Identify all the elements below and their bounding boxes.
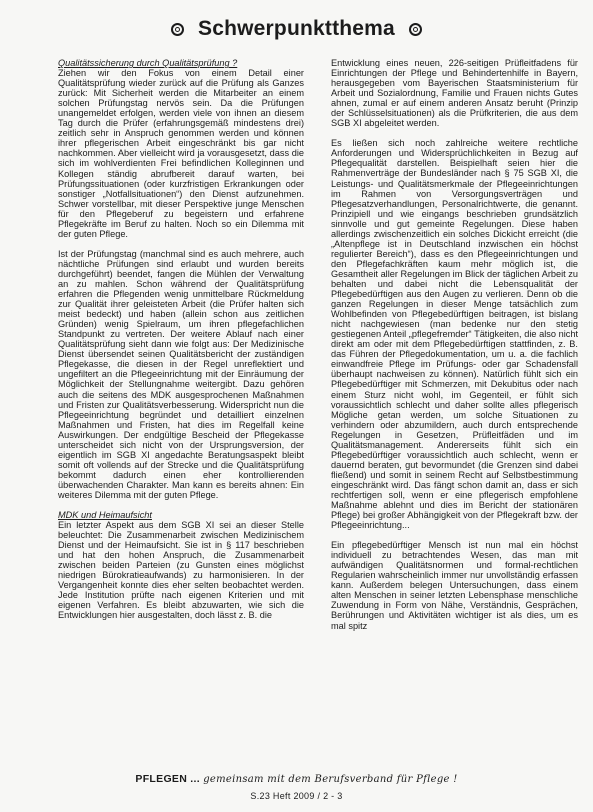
subheading-mdk-heimaufsicht: MDK und Heimaufsicht bbox=[58, 510, 152, 521]
paragraph: Ein letzter Aspekt aus dem SGB XI sei an dieser Stelle beleuchtet: Die Zusammenarbeit zwischen Medizinischem Dienst und der Heimaufsicht. Sie ist in § 117 beschrieben und hat den hohen Anspruch, die Zusammenarbeit zwischen beiden Parteien (zu Gunsten eines möglichst niedrigen Bürokratieaufwands) zu harmonisieren. In der Vergangenheit konnte dies eher selten beobachtet werden. Jede Institution prüfte nach eigenen Kriterien und mit eigenen Verfahren. Es bleibt abzuwarten, wie sich die Entwicklungen hier ausgestalten, doch lässt z. B. die bbox=[58, 520, 304, 621]
section-header bbox=[0, 14, 593, 44]
subheading-qualitaetssicherung: Qualitätssicherung durch Qualitätsprüfung ? bbox=[58, 58, 238, 68]
paragraph: Ist der Prüfungstag (manchmal sind es auch mehrere, auch nächtliche Prüfungen sind erlaubt und wurden bereits durchgeführt) beendet, fangen die Mühlen der Verwaltung an zu mahlen. Schon während der Qualitätsprüfung erfahren die Pflegenden wenig unmittelbare Rückmeldung zur Qualität ihrer geleisteten Arbeit (die Prüfer halten sich meist bedeckt) und haben (allein schon aus zeitlichen Gründen) wenig Spielraum, um ihren pflegefachlichen Standpunkt zu vertreten. Der weitere Ablauf nach einer Qualitätsprüfung sieht dann wie folgt aus: Der Medizinische Dienst übersendet seinen Qualitätsbericht der zuständigen Pflegekasse, die diesen in der Regel unreflektiert und ungefiltert an die Pflegeeinrichtung mit der Einräumung der Möglichkeit der Stellungnahme weitergibt. Dazu gehören auch die seitens des MDK ausgesprochenen Maßnahmen und Fristen zur Qualitätsverbesserung. Widerspricht nun die Pflegeeinrichtung begründet und detailliert einzelnen Maßnahmen und Fristen, hat dies im Regelfall keine Auswirkungen. Der endgültige Bescheid der Pflegekasse unterscheidet sich nicht von der Ursprungsversion, der eigentlich im SGB XI angedachte Beratungsaspekt bleibt somit oft vollends auf der Strecke und die Qualitätsprüfung bekommt dadurch einen eher kontrollierenden überwachenden Charakter. Man kann es bereits ahnen: Ein weiteres Dilemma mit der guten Pflege. bbox=[58, 248, 304, 500]
paragraph: Ein pflegebedürftiger Mensch ist nun mal ein höchst individuell zu betrachtendes Wesen, das man mit aufwändigen Qualitätsnormen und formal-rechtlichen Regularien wahrscheinlich immer nur unvollständig erfassen kann. Außerdem belegen Untersuchungen, dass einem alten Menschen in seiner letzten Lebensphase menschliche Zuwendung in Form von Nähe, Verständnis, Gesprächen, Berührungen und Aktivitäten wichtiger ist als dies, um es mal spitz bbox=[331, 540, 578, 631]
paragraph: Ziehen wir den Fokus von einem Detail einer Qualitätsprüfung wieder zurück auf die Prüfung als Ganzes zurück: Mit Sicherheit werden die Mitarbeiter an einem solchen Prüfungstag nervös sein. Da die Prüfungen unangemeldet erfolgen, werden viele von ihnen an diesem Tag durch die Prüfer (erfahrungsgemäß mindestens drei) zeitlich sehr in Anspruch genommen werden und können ihrer pflegerischen Arbeit eingeschränkt bis gar nicht nachkommen. Aber vielleicht wird ja vorausgesetzt, dass die sich im wohlverdienten Frei befindlichen Kolleginnen und Kollegen ständig abrufbereit darauf warten, bei Prüfungssituationen (oder kurzfristigen Erkrankungen oder sonstiger „Notfallsituationen“) den Dienst aufzunehmen. Schwer vorstellbar, mit dieser Perspektive junge Menschen für den Pflegeberuf zu begeistern und erfahrene Pflegekräfte im Beruf zu halten. Noch so ein Dilemma mit der guten Pflege. bbox=[58, 68, 304, 239]
slogan-main: PFLEGEN ... bbox=[135, 773, 204, 785]
right-column bbox=[331, 58, 578, 631]
page-footer bbox=[0, 773, 593, 801]
spiral-logo-icon bbox=[171, 23, 184, 36]
footer-slogan bbox=[0, 773, 593, 785]
slogan-script: gemeinsam mit dem Berufsverband für Pflege ! bbox=[203, 774, 458, 785]
section-title: Schwerpunktthema bbox=[198, 17, 395, 40]
left-column bbox=[58, 58, 304, 621]
page-number: S.23 Heft 2009 / 2 - 3 bbox=[250, 791, 343, 801]
paragraph: Entwicklung eines neuen, 226-seitigen Prüfleitfadens für Einrichtungen der Pflege und Behindertenhilfe in Bayern, herausgegeben vom Bayerischen Staatsministerium für Arbeit und Sozialordnung, Familie und Frauen nichts Gutes ahnen, zumal er auf einem anderen Ansatz beruht (Prinzip der Schlüsselsituationen) als die Prüfkriterien, die aus dem SGB XI abgeleitet werden. bbox=[331, 58, 578, 129]
spiral-logo-icon bbox=[409, 23, 422, 36]
paragraph: Es ließen sich noch zahlreiche weitere rechtliche Anforderungen und Widersprüchlichkeiten in Bezug auf Pflegequalität darstellen. Beispielhaft seien hier die Rahmenverträge der Bundesländer nach § 75 SGB XI, die Leistungs- und Qualitätsmerkmale der Pflegeeinrichtungen im Rahmen von Versorgungsverträgen und Pflegesatzverhandlungen, Personalrichtwerte, die genannt. Prinzipiell und wie eingangs beschrieben grundsätzlich sinnvolle und gut gemeinte Regelungen. Diese haben allerdings zwischenzeitlich ein solches Dickicht erreicht (die „Altenpflege ist in Deutschland inzwischen ein höchst regulierter Bereich“), dass es den Pflegeeinrichtungen und den Pflegefachkräften kaum mehr möglich ist, die Gesamtheit aller Regelungen im Blick der täglichen Arbeit zu behalten und dabei nicht die Lebensqualität der Pflegebedürftigen aus den Augen zu verlieren. Denn ob die ganzen Regelungen in dieser Menge tatsächlich zum Wohlbefinden von Pflegebedürftigen beitragen, ist bislang nicht nachgewiesen (man bedenke nur den stetig gestiegenen Anteil „pflegefremder“ Tätigkeiten, die also nicht direkt am oder mit dem Pflegebedürftigen stattfinden, z. B. das Führen der Pflegedokumentation, um u. a. die fachlich einwandfreie Pflege im Prüfungs- oder gar Schadensfall überhaupt nachweisen zu können). Natürlich fühlt sich ein Pflegebedürftiger mit Schmerzen, mit Dekubitus oder nach einem Sturz nicht wohl, im Gegenteil, er fühlt sich voraussichtlich schlecht und daher sollte alles pflegerisch Mögliche getan werden, um solche Situationen zu verhindern oder abzumildern, auch durch entsprechende Regelungen in Gesetzen, Prüfleitfäden und im Qualitätsmanagement. Andererseits fühlt sich ein Pflegebedürftiger voraussichtlich auch schlecht, wenn er dauernd beraten, gut bevormundet (die Grenzen sind dabei fließend) und somit in seinem Recht auf Selbstbestimmung eingeschränkt wird. Das fängt schon damit an, dass er sich rechtfertigen soll, wenn er eine pflegerisch empfohlene Maßnahme ablehnt und dies im Bericht der stationären Pflege) bei großer Abhängigkeit von der Pflegekraft bzw. der Pflegeeinrichtung... bbox=[331, 138, 578, 531]
